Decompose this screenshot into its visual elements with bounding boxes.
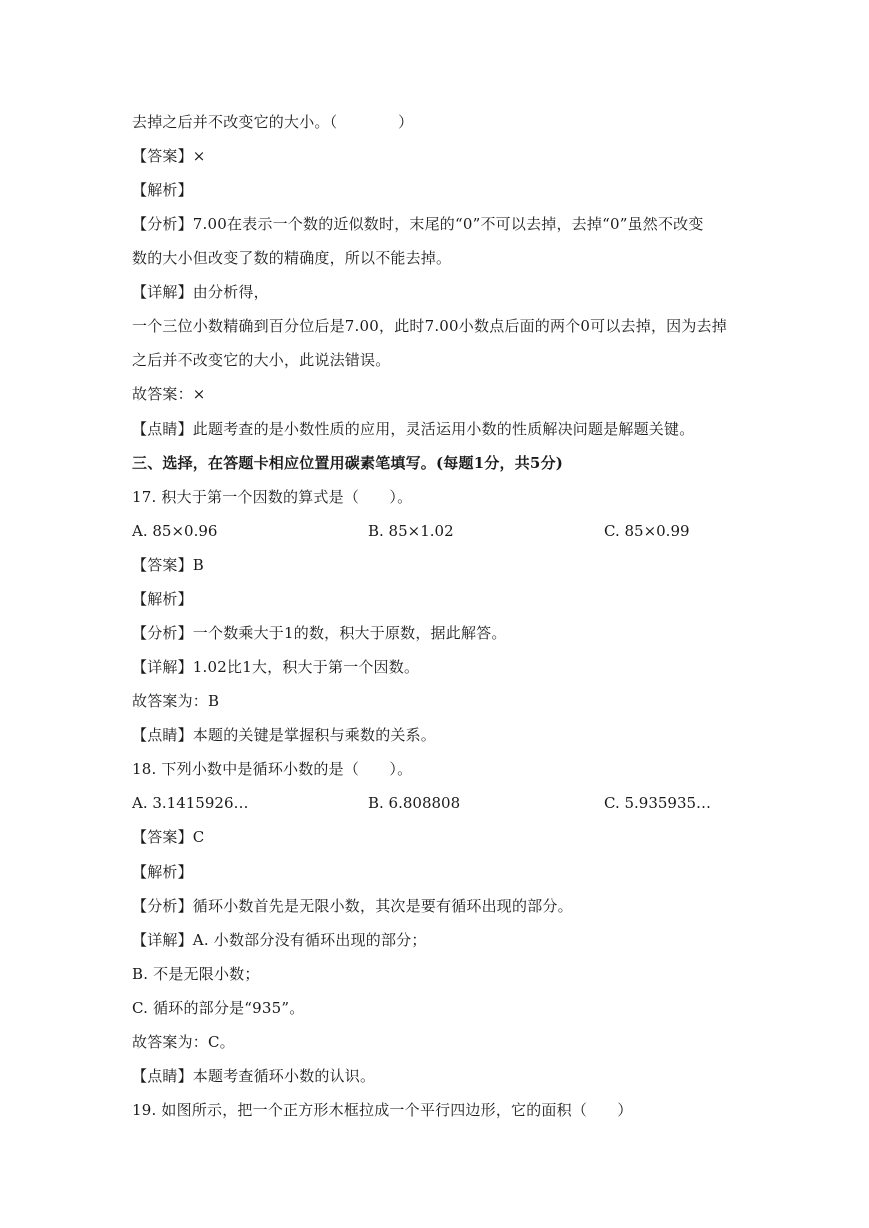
q18-dianjing: 【点睛】本题考查循环小数的认识。: [132, 1067, 376, 1085]
prev-xiangjie-label: 【详解】由分析得，: [132, 283, 269, 301]
prev-xiangjie-line-2: 之后并不改变它的大小，此说法错误。: [132, 351, 391, 369]
q17-fenxi: 【分析】一个数乘大于1的数，积大于原数，据此解答。: [132, 624, 507, 642]
section-heading: 三、选择，在答题卡相应位置用碳素笔填写。(每题1分，共5分): [132, 454, 564, 472]
q17-dianjing: 【点睛】本题的关键是掌握积与乘数的关系。: [132, 726, 437, 744]
q17-xiangjie: 【详解】1.02比1大，积大于第一个因数。: [132, 658, 420, 676]
q18-xiangjie-b: B. 不是无限小数；: [132, 965, 260, 983]
q17-option-b: B. 85×1.02: [368, 522, 454, 540]
prev-analysis-label: 【解析】: [132, 181, 193, 199]
q17-analysis-label: 【解析】: [132, 590, 193, 608]
q18-stem: 18. 下列小数中是循环小数的是（ ）。: [132, 760, 413, 778]
q17-stem: 17. 积大于第一个因数的算式是（ ）。: [132, 488, 413, 506]
q19-stem: 19. 如图所示，把一个正方形木框拉成一个平行四边形，它的面积（ ）: [132, 1101, 633, 1119]
prev-fenxi-line-2: 数的大小但改变了数的精确度，所以不能去掉。: [132, 249, 452, 267]
prev-fenxi-line-1: 【分析】7.00在表示一个数的近似数时，末尾的“0”不可以去掉，去掉“0”虽然不改变: [132, 215, 704, 233]
q18-xiangjie-c: C. 循环的部分是“935”。: [132, 999, 305, 1017]
q18-option-b: B. 6.808808: [368, 794, 461, 812]
q18-option-c: C. 5.935935…: [604, 794, 712, 812]
q18-answer: 【答案】C: [132, 828, 205, 846]
prev-final-answer: 故答案：×: [132, 385, 206, 403]
q17-answer: 【答案】B: [132, 556, 205, 574]
q18-analysis-label: 【解析】: [132, 863, 193, 881]
q17-option-c: C. 85×0.99: [604, 522, 690, 540]
prev-question-stem-tail: 去掉之后并不改变它的大小。（ ）: [132, 113, 414, 131]
q18-fenxi: 【分析】循环小数首先是无限小数，其次是要有循环出现的部分。: [132, 897, 573, 915]
prev-dianjing: 【点睛】此题考查的是小数性质的应用，灵活运用小数的性质解决问题是解题关键。: [132, 420, 695, 438]
prev-xiangjie-line-1: 一个三位小数精确到百分位后是7.00，此时7.00小数点后面的两个0可以去掉，因为去掉: [132, 317, 727, 335]
q18-final-answer: 故答案为：C。: [132, 1033, 235, 1051]
q18-option-a: A. 3.1415926…: [132, 794, 249, 812]
q17-final-answer: 故答案为：B: [132, 692, 220, 710]
q18-xiangjie-a: 【详解】A. 小数部分没有循环出现的部分；: [132, 931, 427, 949]
prev-answer: 【答案】×: [132, 147, 206, 165]
q17-option-a: A. 85×0.96: [132, 522, 218, 540]
